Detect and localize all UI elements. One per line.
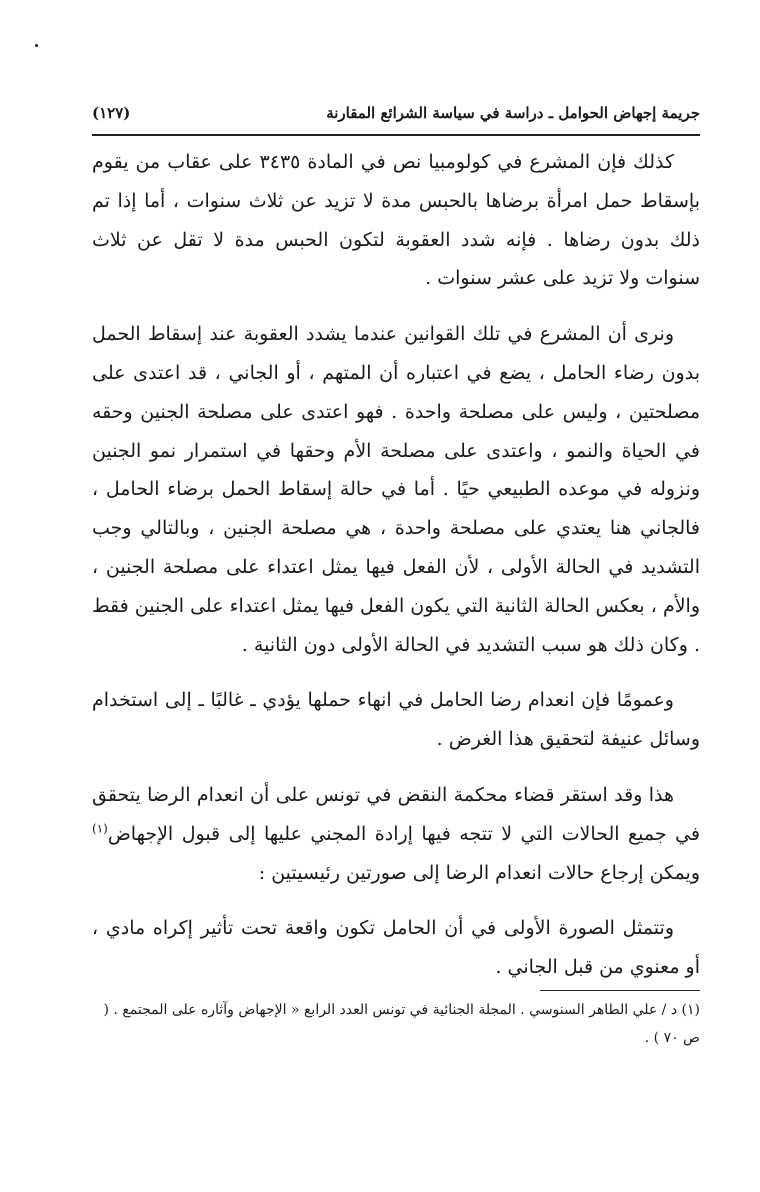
footnote-marker[interactable]: (١) xyxy=(92,821,108,836)
header-rule xyxy=(92,134,700,136)
paragraph-2: ونرى أن المشرع في تلك القوانين عندما يشدد العقوبة عند إسقاط الحمل بدون رضاء الحامل ، يضع في اعتباره أن المتهم ، أو الجاني ، قد اعتدى على مصلحتين ، وليس على مصلحة واحدة . فهو اعتدى على مصلحة الجنين وحقه في الحياة والنمو ، واعتدى على مصلحة الأم وحقها في استمرار نمو الجنين ونزوله في موعده الطبيعي حيًا . أما في حالة إسقاط الحمل برضاء الحامل ، فالجاني هنا يعتدي على مصلحة واحدة ، هي مصلحة الجنين ، وبالتالي وجب التشديد في الحالة الأولى ، لأن الفعل فيها يمثل اعتداء على مصلحة الجنين ، والأم ، بعكس الحالة الثانية التي يكون الفعل فيها يمثل اعتداء على الجنين فقط . وكان ذلك هو سبب التشديد في الحالة الأولى دون الثانية . xyxy=(92,323,700,656)
paragraph-4 xyxy=(92,776,700,892)
running-header xyxy=(92,96,700,130)
header-title: جريمة إجهاض الحوامل ـ دراسة في سياسة الشرائع المقارنة xyxy=(326,104,700,122)
paragraph-4-text: هذا وقد استقر قضاء محكمة النقض في تونس على أن انعدام الرضا يتحقق في جميع الحالات التي لا تتجه فيها إرادة المجني عليها إلى قبول الإجهاض xyxy=(92,783,700,845)
body-text xyxy=(92,143,700,1004)
paragraph-4-text-end: ويمكن إرجاع حالات انعدام الرضا إلى صورتين رئيسيتين : xyxy=(258,861,700,884)
footnote-rule xyxy=(540,990,700,991)
paragraph-5: وتتمثل الصورة الأولى في أن الحامل تكون واقعة تحت تأثير إكراه مادي ، أو معنوي من قبل الجاني . xyxy=(92,917,700,979)
paragraph-3: وعمومًا فإن انعدام رضا الحامل في انهاء حملها يؤدي ـ غالبًا ـ إلى استخدام وسائل عنيفة لتحقيق هذا الغرض . xyxy=(92,689,700,751)
page-number: (١٢٧) xyxy=(92,104,131,122)
stray-mark xyxy=(35,44,38,47)
paragraph-1: كذلك فإن المشرع في كولومبيا نص في المادة ٣٤٣٥ على عقاب من يقوم بإسقاط حمل امرأة برضاها بالحبس مدة لا تزيد عن ثلاث سنوات ، أما إذا تم ذلك بدون رضاها . فإنه شدد العقوبة لتكون الحبس مدة لا تقل عن ثلاث سنوات ولا تزيد على عشر سنوات . xyxy=(92,151,700,290)
footnote: (١) د / علي الطاهر السنوسي . المجلة الجنائية في تونس العدد الرابع « الإجهاض وآثاره على المجتمع . ( ص ٧٠ ) . xyxy=(103,1002,700,1046)
